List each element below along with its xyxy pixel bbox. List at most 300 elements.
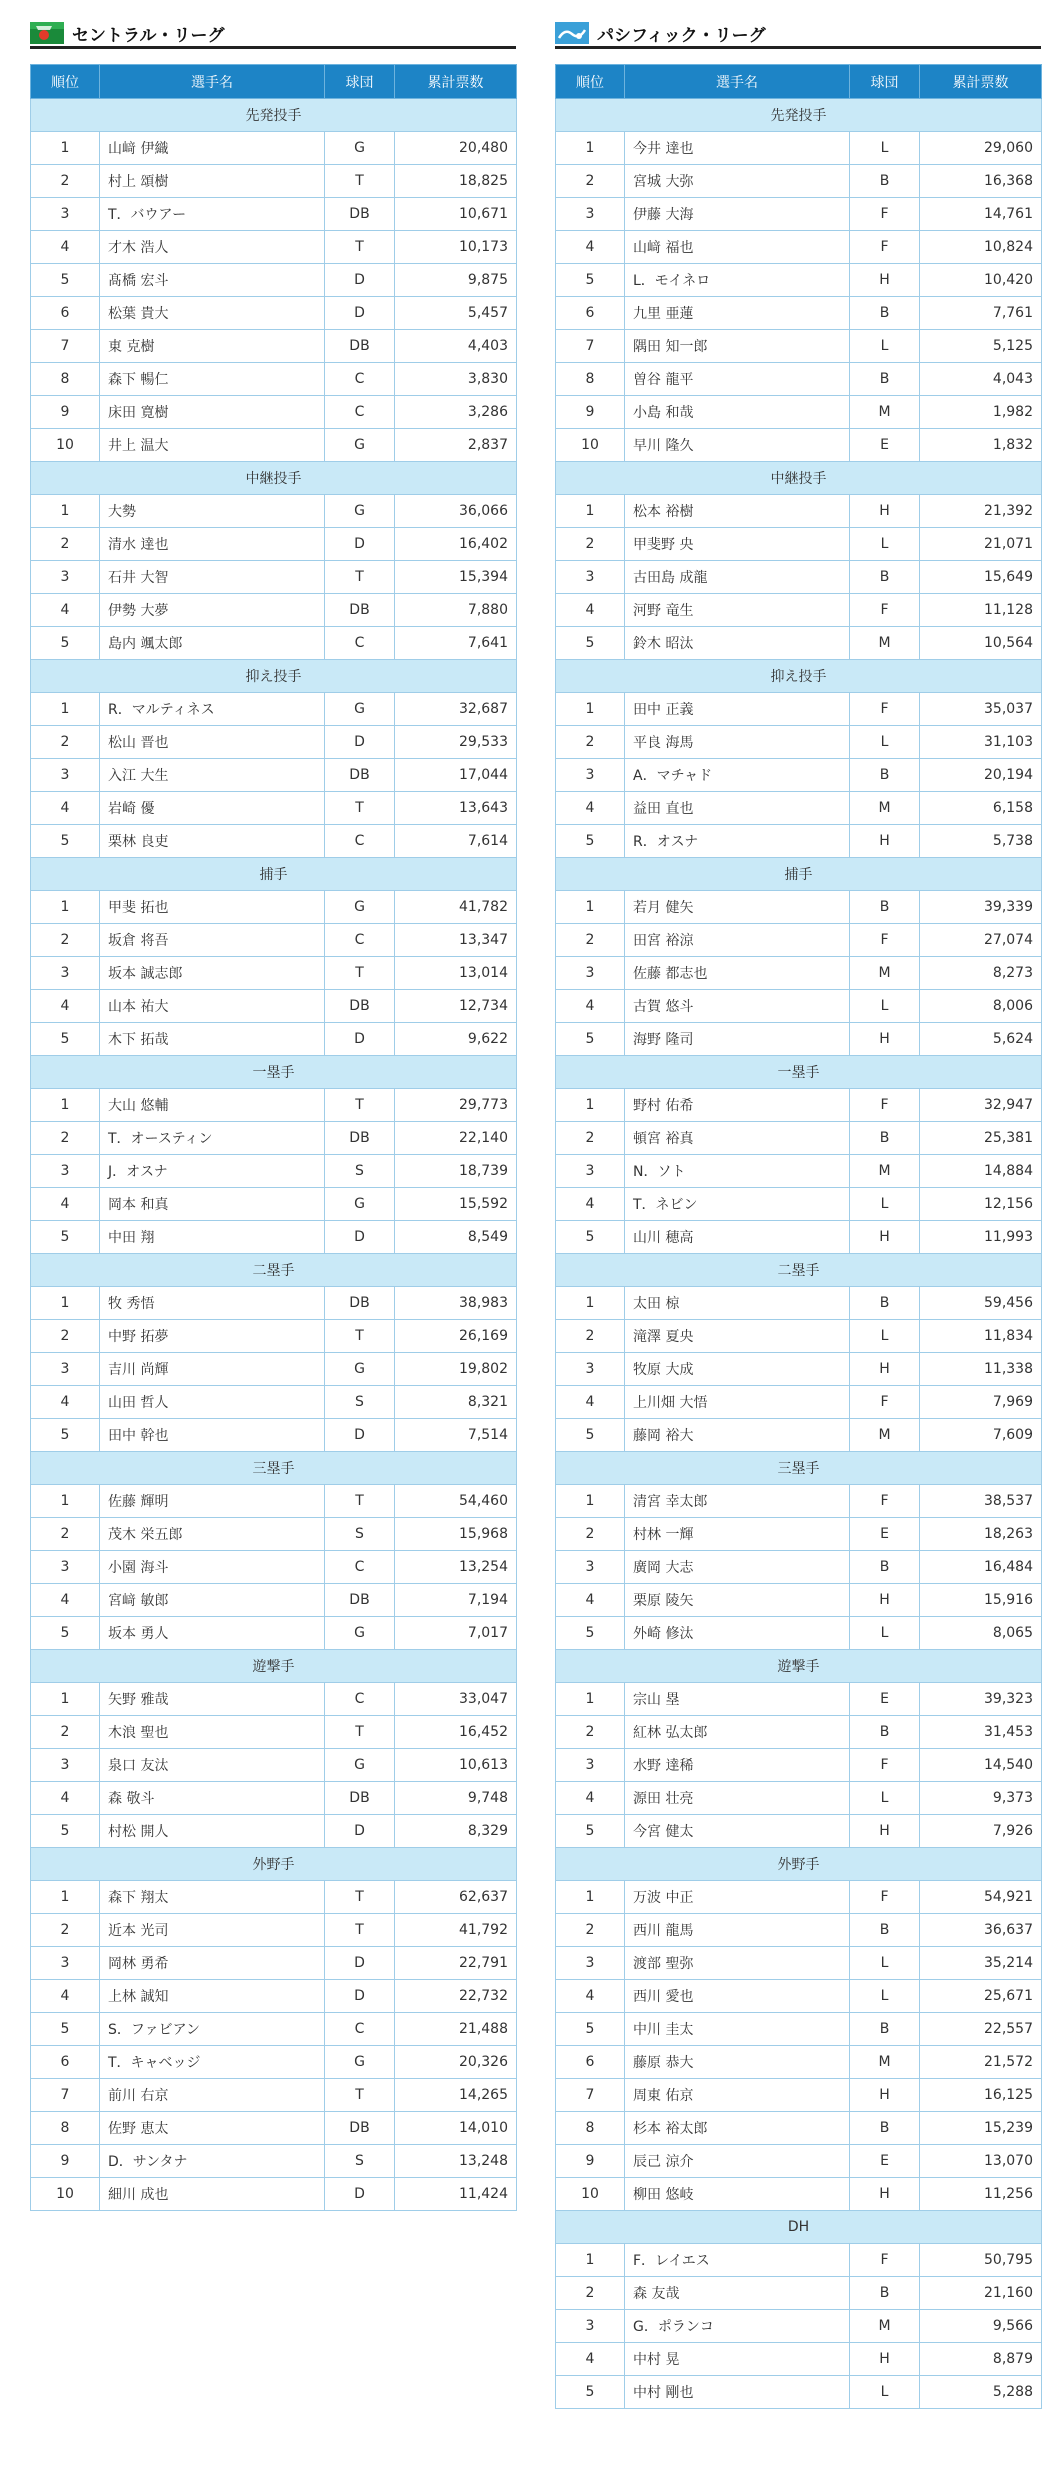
votes-cell: 10,613 bbox=[395, 1749, 517, 1782]
votes-cell: 9,566 bbox=[920, 2310, 1042, 2343]
team-cell: DB bbox=[325, 1584, 395, 1617]
votes-cell: 7,926 bbox=[920, 1815, 1042, 1848]
team-cell: S bbox=[325, 1386, 395, 1419]
table-row bbox=[31, 594, 517, 627]
rank-cell: 4 bbox=[31, 1584, 100, 1617]
team-cell: D bbox=[325, 1947, 395, 1980]
position-section-title: 外野手 bbox=[556, 1848, 1042, 1881]
votes-cell: 25,381 bbox=[920, 1122, 1042, 1155]
rank-cell: 8 bbox=[31, 2112, 100, 2145]
position-section-row bbox=[31, 1254, 517, 1287]
team-cell: B bbox=[850, 561, 920, 594]
table-row bbox=[31, 1089, 517, 1122]
player-name-cell: L．モイネロ bbox=[625, 264, 850, 297]
position-section-row bbox=[556, 462, 1042, 495]
player-name-cell: 中村 晃 bbox=[625, 2343, 850, 2376]
team-cell: M bbox=[850, 1419, 920, 1452]
league-header bbox=[30, 20, 516, 49]
table-row bbox=[31, 825, 517, 858]
rank-cell: 2 bbox=[556, 2277, 625, 2310]
player-name-cell: 森 友哉 bbox=[625, 2277, 850, 2310]
votes-cell: 8,006 bbox=[920, 990, 1042, 1023]
position-section-title: 遊撃手 bbox=[556, 1650, 1042, 1683]
team-cell: F bbox=[850, 231, 920, 264]
team-cell: E bbox=[850, 429, 920, 462]
table-row bbox=[556, 1320, 1042, 1353]
rank-cell: 9 bbox=[556, 396, 625, 429]
votes-cell: 11,424 bbox=[395, 2178, 517, 2211]
rank-cell: 5 bbox=[556, 1221, 625, 1254]
table-row bbox=[556, 1815, 1042, 1848]
rank-cell: 4 bbox=[556, 990, 625, 1023]
league-title: セントラル・リーグ bbox=[72, 25, 225, 46]
rank-cell: 5 bbox=[31, 2013, 100, 2046]
team-cell: B bbox=[850, 759, 920, 792]
team-cell: DB bbox=[325, 198, 395, 231]
player-name-cell: 栗林 良吏 bbox=[100, 825, 325, 858]
player-name-cell: 田中 正義 bbox=[625, 693, 850, 726]
votes-cell: 5,457 bbox=[395, 297, 517, 330]
rank-cell: 2 bbox=[556, 1914, 625, 1947]
votes-cell: 36,066 bbox=[395, 495, 517, 528]
rank-cell: 5 bbox=[556, 1815, 625, 1848]
rank-cell: 4 bbox=[556, 594, 625, 627]
team-cell: H bbox=[850, 1353, 920, 1386]
position-section-row bbox=[31, 462, 517, 495]
table-row bbox=[31, 1485, 517, 1518]
position-section-row bbox=[556, 1650, 1042, 1683]
table-row bbox=[556, 1089, 1042, 1122]
table-row bbox=[556, 1782, 1042, 1815]
team-cell: G bbox=[325, 429, 395, 462]
team-cell: F bbox=[850, 924, 920, 957]
rank-cell: 1 bbox=[31, 1881, 100, 1914]
table-row bbox=[31, 231, 517, 264]
table-row bbox=[556, 132, 1042, 165]
player-name-cell: 田宮 裕涼 bbox=[625, 924, 850, 957]
votes-cell: 38,537 bbox=[920, 1485, 1042, 1518]
team-cell: G bbox=[325, 1617, 395, 1650]
rank-cell: 2 bbox=[556, 1320, 625, 1353]
rank-cell: 2 bbox=[556, 1122, 625, 1155]
rank-cell: 1 bbox=[31, 1485, 100, 1518]
position-section-title: 一塁手 bbox=[31, 1056, 517, 1089]
team-cell: C bbox=[325, 2013, 395, 2046]
central-league-panel bbox=[30, 20, 516, 2211]
player-name-cell: S．ファビアン bbox=[100, 2013, 325, 2046]
pacific-league-panel bbox=[555, 20, 1041, 2409]
rank-cell: 6 bbox=[31, 297, 100, 330]
table-row bbox=[31, 264, 517, 297]
position-section-row bbox=[31, 1650, 517, 1683]
table-row bbox=[31, 1386, 517, 1419]
player-name-cell: A．マチャド bbox=[625, 759, 850, 792]
team-cell: C bbox=[325, 1683, 395, 1716]
rank-cell: 5 bbox=[556, 1023, 625, 1056]
rank-cell: 4 bbox=[31, 1386, 100, 1419]
player-name-cell: 木浪 聖也 bbox=[100, 1716, 325, 1749]
team-cell: L bbox=[850, 2376, 920, 2409]
team-cell: B bbox=[850, 1122, 920, 1155]
team-cell: DB bbox=[325, 330, 395, 363]
rank-cell: 9 bbox=[31, 396, 100, 429]
player-name-cell: 井上 温大 bbox=[100, 429, 325, 462]
team-cell: D bbox=[325, 1815, 395, 1848]
position-section-title: 抑え投手 bbox=[31, 660, 517, 693]
team-cell: T bbox=[325, 1485, 395, 1518]
votes-cell: 13,070 bbox=[920, 2145, 1042, 2178]
rank-cell: 1 bbox=[31, 1089, 100, 1122]
table-row bbox=[556, 2244, 1042, 2277]
team-cell: F bbox=[850, 2244, 920, 2277]
votes-cell: 13,643 bbox=[395, 792, 517, 825]
position-section-row bbox=[556, 99, 1042, 132]
votes-cell: 11,338 bbox=[920, 1353, 1042, 1386]
position-section-title: DH bbox=[556, 2211, 1042, 2244]
team-cell: M bbox=[850, 957, 920, 990]
team-cell: H bbox=[850, 825, 920, 858]
table-row bbox=[556, 990, 1042, 1023]
table-row bbox=[31, 693, 517, 726]
player-name-cell: 泉口 友汰 bbox=[100, 1749, 325, 1782]
player-name-cell: 中田 翔 bbox=[100, 1221, 325, 1254]
position-section-title: 先発投手 bbox=[31, 99, 517, 132]
team-cell: DB bbox=[325, 759, 395, 792]
table-row bbox=[556, 2145, 1042, 2178]
rank-cell: 2 bbox=[31, 165, 100, 198]
player-name-cell: 伊勢 大夢 bbox=[100, 594, 325, 627]
votes-cell: 9,622 bbox=[395, 1023, 517, 1056]
votes-cell: 16,402 bbox=[395, 528, 517, 561]
player-name-cell: T．バウアー bbox=[100, 198, 325, 231]
votes-cell: 22,732 bbox=[395, 1980, 517, 2013]
rank-cell: 4 bbox=[31, 1188, 100, 1221]
votes-cell: 7,614 bbox=[395, 825, 517, 858]
team-cell: G bbox=[325, 1749, 395, 1782]
rank-cell: 1 bbox=[556, 1089, 625, 1122]
central-league-flag-icon bbox=[30, 22, 64, 44]
rank-cell: 2 bbox=[31, 1518, 100, 1551]
player-name-cell: 坂本 誠志郎 bbox=[100, 957, 325, 990]
rank-cell: 2 bbox=[556, 1716, 625, 1749]
player-name-cell: 隅田 知一郎 bbox=[625, 330, 850, 363]
team-cell: B bbox=[850, 891, 920, 924]
rank-cell: 4 bbox=[556, 1188, 625, 1221]
position-section-row bbox=[31, 99, 517, 132]
table-row bbox=[556, 231, 1042, 264]
team-cell: D bbox=[325, 726, 395, 759]
rank-cell: 3 bbox=[556, 2310, 625, 2343]
votes-cell: 15,394 bbox=[395, 561, 517, 594]
table-row bbox=[31, 1881, 517, 1914]
table-row bbox=[31, 528, 517, 561]
team-cell: H bbox=[850, 1221, 920, 1254]
votes-cell: 5,288 bbox=[920, 2376, 1042, 2409]
votes-cell: 9,875 bbox=[395, 264, 517, 297]
table-row bbox=[556, 297, 1042, 330]
team-cell: T bbox=[325, 1881, 395, 1914]
table-row bbox=[556, 363, 1042, 396]
votes-cell: 35,214 bbox=[920, 1947, 1042, 1980]
table-row bbox=[556, 495, 1042, 528]
rank-cell: 1 bbox=[31, 891, 100, 924]
table-row bbox=[31, 924, 517, 957]
rank-cell: 3 bbox=[31, 198, 100, 231]
votes-cell: 1,832 bbox=[920, 429, 1042, 462]
table-row bbox=[31, 1551, 517, 1584]
player-name-cell: 藤原 恭大 bbox=[625, 2046, 850, 2079]
team-cell: B bbox=[850, 1287, 920, 1320]
player-name-cell: 森下 暢仁 bbox=[100, 363, 325, 396]
player-name-cell: 万波 中正 bbox=[625, 1881, 850, 1914]
team-cell: D bbox=[325, 297, 395, 330]
rank-cell: 8 bbox=[31, 363, 100, 396]
player-name-cell: 坂倉 将吾 bbox=[100, 924, 325, 957]
player-name-cell: 中村 剛也 bbox=[625, 2376, 850, 2409]
votes-cell: 4,403 bbox=[395, 330, 517, 363]
votes-cell: 8,329 bbox=[395, 1815, 517, 1848]
votes-cell: 18,739 bbox=[395, 1155, 517, 1188]
team-cell: H bbox=[850, 495, 920, 528]
table-row bbox=[556, 1716, 1042, 1749]
votes-cell: 13,014 bbox=[395, 957, 517, 990]
column-header-rank: 順位 bbox=[31, 65, 100, 99]
table-row bbox=[556, 1980, 1042, 2013]
team-cell: G bbox=[325, 693, 395, 726]
pacific-league-logo-icon bbox=[555, 22, 589, 44]
table-row bbox=[31, 396, 517, 429]
position-section-title: 抑え投手 bbox=[556, 660, 1042, 693]
player-name-cell: 宮城 大弥 bbox=[625, 165, 850, 198]
position-section-title: 二塁手 bbox=[556, 1254, 1042, 1287]
table-row bbox=[31, 330, 517, 363]
votes-cell: 15,239 bbox=[920, 2112, 1042, 2145]
player-name-cell: 山﨑 福也 bbox=[625, 231, 850, 264]
rank-cell: 3 bbox=[31, 759, 100, 792]
player-name-cell: 石井 大智 bbox=[100, 561, 325, 594]
team-cell: C bbox=[325, 363, 395, 396]
table-row bbox=[31, 1188, 517, 1221]
votes-cell: 7,880 bbox=[395, 594, 517, 627]
table-row bbox=[556, 2277, 1042, 2310]
team-cell: H bbox=[850, 264, 920, 297]
team-cell: B bbox=[850, 363, 920, 396]
player-name-cell: 前川 右京 bbox=[100, 2079, 325, 2112]
team-cell: G bbox=[325, 1353, 395, 1386]
table-row bbox=[556, 198, 1042, 231]
rank-cell: 2 bbox=[556, 528, 625, 561]
table-row bbox=[556, 1188, 1042, 1221]
team-cell: F bbox=[850, 1386, 920, 1419]
votes-cell: 8,065 bbox=[920, 1617, 1042, 1650]
team-cell: DB bbox=[325, 594, 395, 627]
table-row bbox=[31, 1155, 517, 1188]
rank-cell: 1 bbox=[31, 693, 100, 726]
team-cell: L bbox=[850, 1782, 920, 1815]
table-row bbox=[556, 1683, 1042, 1716]
votes-cell: 15,968 bbox=[395, 1518, 517, 1551]
team-cell: H bbox=[850, 1815, 920, 1848]
player-name-cell: 杉本 裕太郎 bbox=[625, 2112, 850, 2145]
team-cell: L bbox=[850, 1320, 920, 1353]
rank-cell: 3 bbox=[556, 561, 625, 594]
player-name-cell: 上林 誠知 bbox=[100, 1980, 325, 2013]
player-name-cell: 紅林 弘太郎 bbox=[625, 1716, 850, 1749]
player-name-cell: 岡林 勇希 bbox=[100, 1947, 325, 1980]
table-row bbox=[556, 2178, 1042, 2211]
team-cell: F bbox=[850, 1089, 920, 1122]
team-cell: H bbox=[850, 2178, 920, 2211]
table-row bbox=[556, 264, 1042, 297]
player-name-cell: 山川 穂高 bbox=[625, 1221, 850, 1254]
votes-cell: 22,140 bbox=[395, 1122, 517, 1155]
table-row bbox=[556, 759, 1042, 792]
team-cell: DB bbox=[325, 2112, 395, 2145]
rank-cell: 3 bbox=[31, 561, 100, 594]
team-cell: E bbox=[850, 2145, 920, 2178]
player-name-cell: 村上 頌樹 bbox=[100, 165, 325, 198]
player-name-cell: R．マルティネス bbox=[100, 693, 325, 726]
rank-cell: 1 bbox=[556, 132, 625, 165]
player-name-cell: 宗山 塁 bbox=[625, 1683, 850, 1716]
votes-cell: 4,043 bbox=[920, 363, 1042, 396]
votes-cell: 36,637 bbox=[920, 1914, 1042, 1947]
player-name-cell: 平良 海馬 bbox=[625, 726, 850, 759]
table-row bbox=[31, 957, 517, 990]
team-cell: T bbox=[325, 1089, 395, 1122]
votes-cell: 8,879 bbox=[920, 2343, 1042, 2376]
table-row bbox=[31, 1980, 517, 2013]
player-name-cell: 村林 一輝 bbox=[625, 1518, 850, 1551]
player-name-cell: 廣岡 大志 bbox=[625, 1551, 850, 1584]
player-name-cell: 渡部 聖弥 bbox=[625, 1947, 850, 1980]
table-row bbox=[31, 1287, 517, 1320]
table-row bbox=[31, 2013, 517, 2046]
team-cell: S bbox=[325, 1155, 395, 1188]
table-row bbox=[31, 1716, 517, 1749]
table-row bbox=[556, 1485, 1042, 1518]
table-row bbox=[31, 165, 517, 198]
votes-cell: 39,339 bbox=[920, 891, 1042, 924]
team-cell: G bbox=[325, 2046, 395, 2079]
votes-cell: 13,254 bbox=[395, 1551, 517, 1584]
team-cell: G bbox=[325, 495, 395, 528]
votes-cell: 14,540 bbox=[920, 1749, 1042, 1782]
team-cell: F bbox=[850, 198, 920, 231]
player-name-cell: 海野 隆司 bbox=[625, 1023, 850, 1056]
team-cell: C bbox=[325, 627, 395, 660]
table-row bbox=[556, 1617, 1042, 1650]
rank-cell: 3 bbox=[31, 1155, 100, 1188]
team-cell: M bbox=[850, 2046, 920, 2079]
player-name-cell: R．オスナ bbox=[625, 825, 850, 858]
team-cell: C bbox=[325, 1551, 395, 1584]
votes-cell: 10,173 bbox=[395, 231, 517, 264]
votes-cell: 11,834 bbox=[920, 1320, 1042, 1353]
table-row bbox=[31, 495, 517, 528]
votes-cell: 54,460 bbox=[395, 1485, 517, 1518]
team-cell: F bbox=[850, 1485, 920, 1518]
rank-cell: 5 bbox=[31, 1419, 100, 1452]
rank-cell: 1 bbox=[556, 495, 625, 528]
column-header-votes: 累計票数 bbox=[395, 65, 517, 99]
rank-cell: 4 bbox=[556, 1980, 625, 2013]
position-section-title: 三塁手 bbox=[31, 1452, 517, 1485]
votes-cell: 16,484 bbox=[920, 1551, 1042, 1584]
player-name-cell: D．サンタナ bbox=[100, 2145, 325, 2178]
team-cell: T bbox=[325, 165, 395, 198]
player-name-cell: 今井 達也 bbox=[625, 132, 850, 165]
team-cell: E bbox=[850, 1683, 920, 1716]
team-cell: B bbox=[850, 2277, 920, 2310]
table-row bbox=[31, 1122, 517, 1155]
team-cell: B bbox=[850, 297, 920, 330]
votes-cell: 1,982 bbox=[920, 396, 1042, 429]
table-row bbox=[556, 693, 1042, 726]
position-section-title: 先発投手 bbox=[556, 99, 1042, 132]
votes-cell: 50,795 bbox=[920, 2244, 1042, 2277]
table-row bbox=[556, 2310, 1042, 2343]
votes-cell: 20,326 bbox=[395, 2046, 517, 2079]
position-section-row bbox=[556, 858, 1042, 891]
table-row bbox=[556, 1155, 1042, 1188]
rank-cell: 2 bbox=[31, 1122, 100, 1155]
column-header-name: 選手名 bbox=[100, 65, 325, 99]
rank-cell: 4 bbox=[31, 1782, 100, 1815]
votes-cell: 18,263 bbox=[920, 1518, 1042, 1551]
player-name-cell: 細川 成也 bbox=[100, 2178, 325, 2211]
team-cell: D bbox=[325, 2178, 395, 2211]
player-name-cell: 柳田 悠岐 bbox=[625, 2178, 850, 2211]
team-cell: B bbox=[850, 2013, 920, 2046]
table-row bbox=[556, 2046, 1042, 2079]
player-name-cell: 小島 和哉 bbox=[625, 396, 850, 429]
votes-cell: 7,761 bbox=[920, 297, 1042, 330]
position-section-title: 中継投手 bbox=[556, 462, 1042, 495]
votes-cell: 16,368 bbox=[920, 165, 1042, 198]
table-row bbox=[556, 1518, 1042, 1551]
rank-cell: 3 bbox=[556, 1551, 625, 1584]
votes-cell: 9,748 bbox=[395, 1782, 517, 1815]
team-cell: DB bbox=[325, 990, 395, 1023]
table-row bbox=[556, 330, 1042, 363]
table-row bbox=[31, 1749, 517, 1782]
rank-cell: 9 bbox=[556, 2145, 625, 2178]
votes-cell: 27,074 bbox=[920, 924, 1042, 957]
votes-cell: 11,993 bbox=[920, 1221, 1042, 1254]
rank-cell: 4 bbox=[31, 1980, 100, 2013]
player-name-cell: 西川 龍馬 bbox=[625, 1914, 850, 1947]
table-row bbox=[556, 957, 1042, 990]
rank-cell: 2 bbox=[31, 924, 100, 957]
table-row bbox=[31, 1683, 517, 1716]
table-row bbox=[556, 429, 1042, 462]
rank-cell: 4 bbox=[556, 2343, 625, 2376]
votes-cell: 54,921 bbox=[920, 1881, 1042, 1914]
table-row bbox=[31, 2046, 517, 2079]
position-section-title: 一塁手 bbox=[556, 1056, 1042, 1089]
votes-cell: 16,125 bbox=[920, 2079, 1042, 2112]
player-name-cell: 頓宮 裕真 bbox=[625, 1122, 850, 1155]
team-cell: D bbox=[325, 264, 395, 297]
rank-cell: 4 bbox=[31, 231, 100, 264]
votes-cell: 7,641 bbox=[395, 627, 517, 660]
table-row bbox=[31, 2112, 517, 2145]
position-section-row bbox=[31, 1848, 517, 1881]
position-section-row bbox=[556, 1254, 1042, 1287]
votes-cell: 3,286 bbox=[395, 396, 517, 429]
rank-cell: 10 bbox=[556, 2178, 625, 2211]
